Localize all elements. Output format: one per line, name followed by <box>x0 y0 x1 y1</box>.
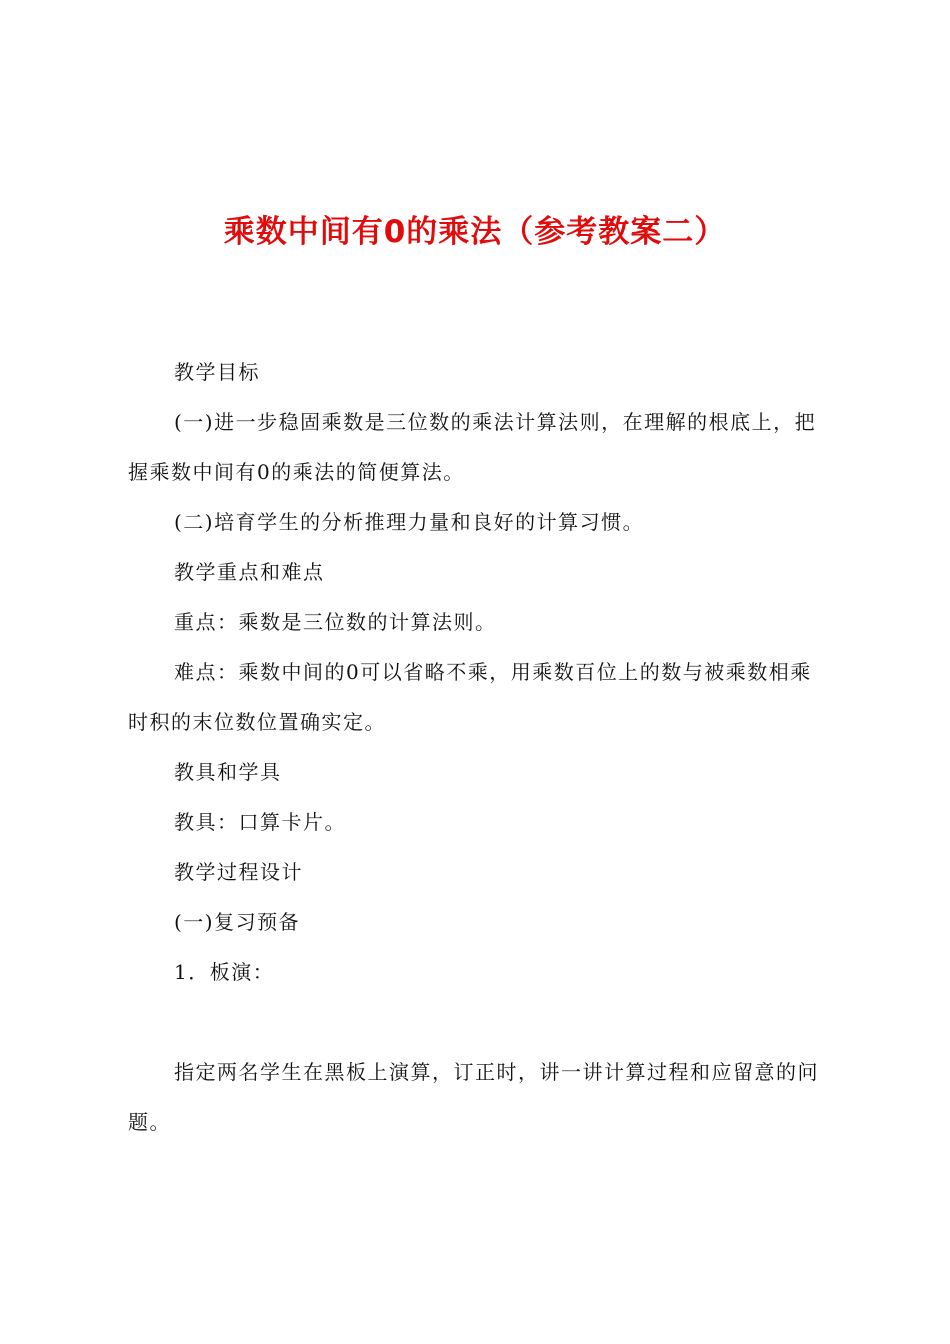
objective-1: (一)进一步稳固乘数是三位数的乘法计算法则，在理解的根底上，把握乘数中间有0的乘法的简便算法。 <box>128 410 817 484</box>
objective-2: (二)培育学生的分析推理力量和良好的计算习惯。 <box>174 510 645 534</box>
process-instruction: 指定两名学生在黑板上演算，订正时，讲一讲计算过程和应留意的问题。 <box>128 1060 819 1134</box>
document-body <box>128 347 832 1147</box>
process-step-review: (一)复习预备 <box>174 910 301 934</box>
document-title: 乘数中间有0的乘法（参考教案二） <box>223 214 727 250</box>
teaching-aids: 教具：口算卡片。 <box>174 810 346 834</box>
section-heading-objectives: 教学目标 <box>174 360 260 384</box>
key-point: 重点：乘数是三位数的计算法则。 <box>174 610 497 634</box>
section-heading-process: 教学过程设计 <box>174 860 303 884</box>
section-heading-key-points: 教学重点和难点 <box>174 560 325 584</box>
section-heading-teaching-aids: 教具和学具 <box>174 760 282 784</box>
process-item-board: 1．板演： <box>174 960 275 984</box>
difficult-point: 难点：乘数中间的0可以省略不乘，用乘数百位上的数与被乘数相乘时积的末位数位置确实定。 <box>128 660 812 734</box>
blank-space <box>128 997 832 1047</box>
